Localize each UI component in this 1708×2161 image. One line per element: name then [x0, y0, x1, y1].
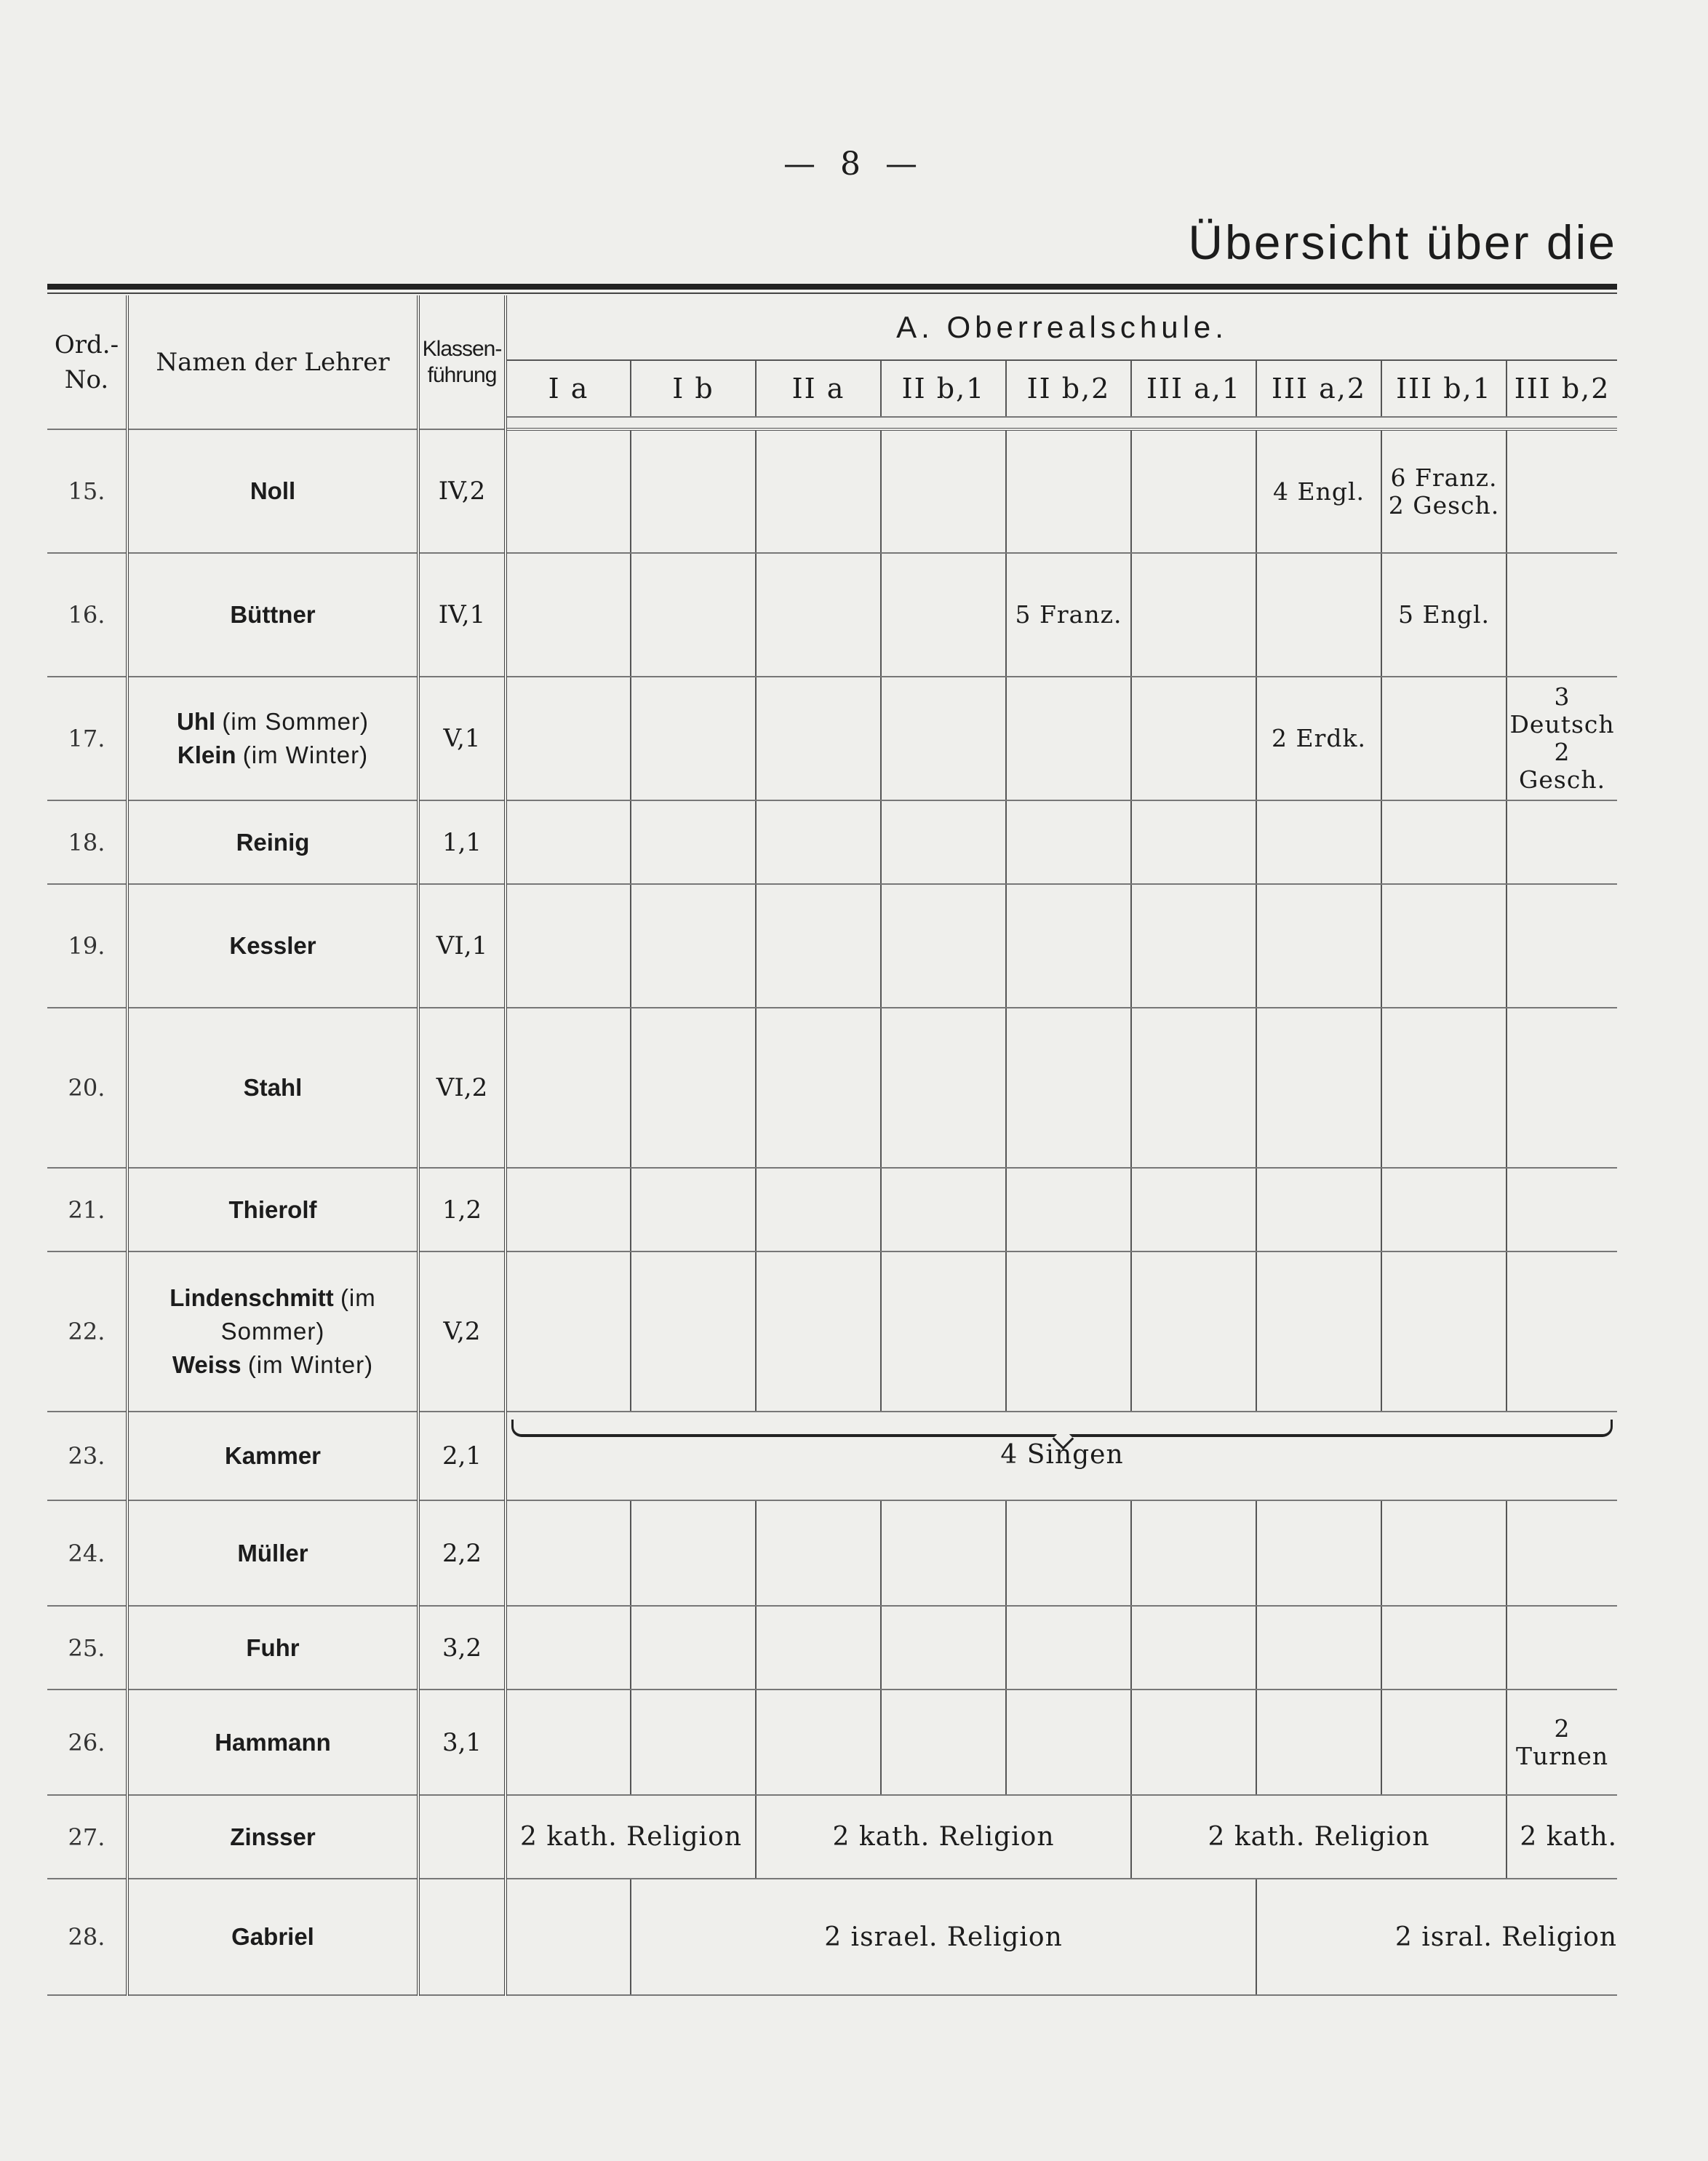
row-number: 19.: [47, 884, 127, 1008]
table-row: [47, 677, 1617, 800]
subject-cell: 2 Turnen: [1507, 1690, 1617, 1795]
teacher-name: Uhl: [177, 708, 216, 735]
subject-cell: [1256, 884, 1381, 1008]
subject-cell: [1256, 800, 1381, 884]
row-number: 20.: [47, 1008, 127, 1168]
class-header: II a: [756, 360, 881, 417]
subject-cell: [756, 1500, 881, 1606]
subject-cell: [1381, 677, 1507, 800]
subject-cell: [1507, 1168, 1617, 1251]
subject-cell: [881, 800, 1006, 884]
subject-cell: [756, 1251, 881, 1412]
subject-cell: [506, 1606, 631, 1690]
teacher-name-cell: [127, 800, 418, 884]
subject-cell: [1006, 884, 1131, 1008]
subject-cell: [506, 1168, 631, 1251]
subject-cell: [506, 1500, 631, 1606]
class-header: I b: [631, 360, 756, 417]
subject-cell: 6 Franz. 2 Gesch.: [1381, 429, 1507, 553]
table-row: [47, 1008, 1617, 1168]
subject-cell: [881, 1251, 1006, 1412]
subject-cell: [631, 800, 756, 884]
subject-cell: [631, 884, 756, 1008]
subject-cell: [1381, 884, 1507, 1008]
table-row: [47, 1795, 1617, 1879]
class-header: III a,1: [1131, 360, 1256, 417]
teacher-name: Thierolf: [228, 1195, 317, 1223]
term-note: (im Sommer): [220, 1284, 376, 1345]
row-number: 27.: [47, 1795, 127, 1879]
teacher-name: Hammann: [215, 1728, 331, 1756]
subject-cell: [881, 1168, 1006, 1251]
subject-cell: [506, 1690, 631, 1795]
class-header: II b,2: [1006, 360, 1131, 417]
klassenfuehrung-cell: V,1: [418, 677, 506, 800]
subject-cell: [1131, 1500, 1256, 1606]
row-number: 22.: [47, 1251, 127, 1412]
row-number: 17.: [47, 677, 127, 800]
subject-cell: [631, 1168, 756, 1251]
subject-cell: [506, 429, 631, 553]
row-number: 23.: [47, 1412, 127, 1500]
singen-span-cell: [506, 1412, 1617, 1500]
subject-cell: [631, 1008, 756, 1168]
subject-cell: [1256, 1168, 1381, 1251]
subject-cell: [1006, 1606, 1131, 1690]
subject-cell: [631, 1251, 756, 1412]
subject-cell: [1131, 800, 1256, 884]
klassenfuehrung-cell: IV,2: [418, 429, 506, 553]
teacher-name-cell: [127, 553, 418, 677]
klassenfuehrung-cell: [418, 1795, 506, 1879]
subject-cell: [1256, 1500, 1381, 1606]
header-klassenfuehrung: Klassen- führung: [418, 295, 506, 429]
subject-cell: [506, 884, 631, 1008]
class-header: III b,2: [1507, 360, 1617, 417]
teacher-name-cell: [127, 884, 418, 1008]
subject-cell: [1256, 1008, 1381, 1168]
subject-cell: [1381, 1690, 1507, 1795]
subject-cell: [1131, 553, 1256, 677]
subject-cell: [1006, 677, 1131, 800]
subject-cell: [1006, 1168, 1131, 1251]
subject-cell: [631, 1690, 756, 1795]
subject-cell: [631, 1606, 756, 1690]
klassenfuehrung-cell: 3,2: [418, 1606, 506, 1690]
klassenfuehrung-cell: 2,2: [418, 1500, 506, 1606]
table-row: [47, 1500, 1617, 1606]
row-number: 28.: [47, 1879, 127, 1995]
subject-cell: [881, 553, 1006, 677]
subject-cell: [881, 677, 1006, 800]
subject-group-cell: 2 kath. Religion: [506, 1795, 756, 1879]
subject-cell: [631, 1500, 756, 1606]
teacher-name-cell: [127, 429, 418, 553]
page-number: — 8 —: [783, 146, 925, 183]
heading-rule: [47, 284, 1617, 290]
subject-cell: [506, 677, 631, 800]
teacher-name: Kessler: [229, 932, 316, 959]
class-header: I a: [506, 360, 631, 417]
subject-cell: [1131, 1251, 1256, 1412]
subject-cell: [1006, 800, 1131, 884]
row-number: 25.: [47, 1606, 127, 1690]
row-number: 24.: [47, 1500, 127, 1606]
class-header: III a,2: [1256, 360, 1381, 417]
teacher-name: Kammer: [224, 1442, 322, 1469]
klassenfuehrung-cell: 1,2: [418, 1168, 506, 1251]
teacher-name-cell: [127, 1879, 418, 1995]
subject-cell: [1507, 1008, 1617, 1168]
subject-group-cell: 2 isral. Religion: [1256, 1879, 1617, 1995]
subject-group-cell: 2 kath. Religion: [756, 1795, 1131, 1879]
subject-group-cell: 2 kath.: [1507, 1795, 1617, 1879]
subject-cell: [1131, 1008, 1256, 1168]
table-row: [47, 429, 1617, 553]
teacher-name: Fuhr: [246, 1633, 300, 1661]
subject-cell: 5 Franz.: [1006, 553, 1131, 677]
subject-cell: [756, 677, 881, 800]
header-ord-no: Ord.- No.: [47, 295, 127, 429]
subject-cell: [756, 800, 881, 884]
subject-cell: [881, 1008, 1006, 1168]
klassenfuehrung-cell: 2,1: [418, 1412, 506, 1500]
subject-cell: [1131, 1168, 1256, 1251]
subject-cell: [1381, 1500, 1507, 1606]
class-header: III b,1: [1381, 360, 1507, 417]
teacher-name: Klein: [177, 741, 236, 768]
subject-cell: [756, 1168, 881, 1251]
subject-cell: [1381, 1251, 1507, 1412]
page-heading: Übersicht über die: [1188, 215, 1617, 269]
klassenfuehrung-cell: VI,1: [418, 884, 506, 1008]
subject-cell: [1381, 1008, 1507, 1168]
heading-rule-thin: [47, 292, 1617, 294]
teacher-name: Gabriel: [231, 1923, 314, 1950]
subject-cell: [1131, 1606, 1256, 1690]
class-header: II b,1: [881, 360, 1006, 417]
klassenfuehrung-cell: [418, 1879, 506, 1995]
teacher-name-cell: [127, 1412, 418, 1500]
subject-cell: [1131, 677, 1256, 800]
teacher-name: Noll: [250, 477, 296, 504]
teacher-name: Reinig: [236, 828, 310, 856]
subject-cell: [881, 884, 1006, 1008]
subject-cell: [1006, 1008, 1131, 1168]
teacher-name: Zinsser: [230, 1823, 316, 1850]
subject-cell: [1256, 1606, 1381, 1690]
subject-cell: [631, 553, 756, 677]
subject-cell: [1006, 429, 1131, 553]
row-number: 16.: [47, 553, 127, 677]
header-names: Namen der Lehrer: [127, 295, 418, 429]
subject-cell: [1256, 1251, 1381, 1412]
subject-cell: [1131, 429, 1256, 553]
teacher-name-cell: [127, 1008, 418, 1168]
teacher-name-cell: [127, 1606, 418, 1690]
subject-cell: [506, 553, 631, 677]
subject-cell: [1507, 429, 1617, 553]
subject-cell: [1256, 1690, 1381, 1795]
subject-cell: [881, 429, 1006, 553]
subject-cell: [1381, 1168, 1507, 1251]
teacher-name-cell: [127, 1251, 418, 1412]
table-row: [47, 553, 1617, 677]
subject-cell: [1006, 1251, 1131, 1412]
teacher-name-cell: [127, 1690, 418, 1795]
subject-cell: [756, 429, 881, 553]
klassenfuehrung-cell: V,2: [418, 1251, 506, 1412]
subject-cell: [756, 884, 881, 1008]
klassenfuehrung-cell: 3,1: [418, 1690, 506, 1795]
subject-cell: [506, 1251, 631, 1412]
subject-cell: [756, 1606, 881, 1690]
subject-cell: [881, 1690, 1006, 1795]
subject-cell: [1006, 1500, 1131, 1606]
subject-cell: [506, 1008, 631, 1168]
teacher-name: Müller: [237, 1539, 308, 1567]
teacher-name-cell: [127, 1500, 418, 1606]
table-row: [47, 1251, 1617, 1412]
subject-cell: [1507, 1251, 1617, 1412]
subject-cell: [1131, 884, 1256, 1008]
subject-cell: [1381, 1606, 1507, 1690]
table-row: [47, 800, 1617, 884]
subject-group-cell: 2 israel. Religion: [631, 1879, 1256, 1995]
teacher-name: Büttner: [230, 601, 316, 628]
subject-cell: 2 Erdk.: [1256, 677, 1381, 800]
table-row: [47, 884, 1617, 1008]
klassenfuehrung-cell: VI,2: [418, 1008, 506, 1168]
subject-cell: [631, 429, 756, 553]
subject-cell: [1507, 800, 1617, 884]
subject-cell: 5 Engl.: [1381, 553, 1507, 677]
subject-cell: 4 Engl.: [1256, 429, 1381, 553]
row-number: 18.: [47, 800, 127, 884]
table-row: [47, 1412, 1617, 1500]
subject-cell: [881, 1606, 1006, 1690]
subject-cell: [506, 800, 631, 884]
row-number: 15.: [47, 429, 127, 553]
teacher-name: Lindenschmitt: [169, 1284, 334, 1311]
subject-cell: [756, 1008, 881, 1168]
teacher-schedule-table: [47, 295, 1617, 1996]
subject-cell: [1131, 1690, 1256, 1795]
table-row: [47, 1690, 1617, 1795]
subject-cell: [1507, 884, 1617, 1008]
subject-cell: [1256, 553, 1381, 677]
table-row: [47, 1168, 1617, 1251]
subject-cell: [1006, 1690, 1131, 1795]
subject-cell: [631, 677, 756, 800]
row-number: 26.: [47, 1690, 127, 1795]
section-title: A. Oberrealschule.: [506, 295, 1617, 360]
row-number: 21.: [47, 1168, 127, 1251]
subject-cell: [1507, 1606, 1617, 1690]
subject-group-cell: [506, 1879, 631, 1995]
klassenfuehrung-cell: IV,1: [418, 553, 506, 677]
subject-cell: [1507, 553, 1617, 677]
teacher-name-cell: [127, 677, 418, 800]
table-row: [47, 1606, 1617, 1690]
teacher-name: Weiss: [172, 1351, 242, 1378]
subject-cell: 3 Deutsch 2 Gesch.: [1507, 677, 1617, 800]
teacher-name-cell: [127, 1795, 418, 1879]
subject-cell: [756, 553, 881, 677]
teacher-name: Stahl: [243, 1074, 303, 1101]
term-note: (im Winter): [247, 1351, 374, 1378]
subject-cell: [1381, 800, 1507, 884]
term-note: (im Winter): [242, 741, 369, 768]
subject-cell: [881, 1500, 1006, 1606]
subject-group-cell: 2 kath. Religion: [1131, 1795, 1507, 1879]
teacher-name-cell: [127, 1168, 418, 1251]
subject-cell: [1507, 1500, 1617, 1606]
term-note: (im Sommer): [222, 708, 369, 735]
table-row: [47, 1879, 1617, 1995]
span-label: 4 Singen: [1000, 1440, 1124, 1470]
klassenfuehrung-cell: 1,1: [418, 800, 506, 884]
subject-cell: [756, 1690, 881, 1795]
